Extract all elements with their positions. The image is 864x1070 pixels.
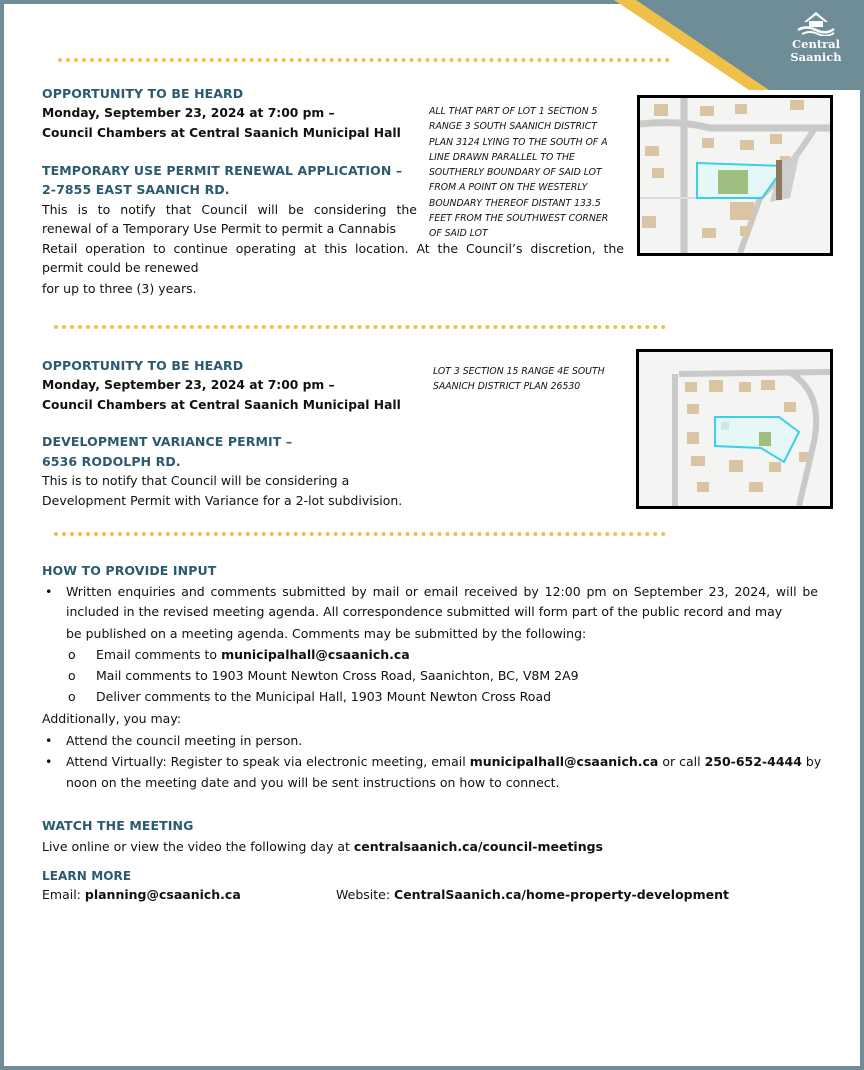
learn-email bbox=[42, 887, 241, 902]
legal-line: PLAN 3124 LYING TO THE SOUTH OF A bbox=[429, 136, 608, 148]
sub-bullet-icon: o bbox=[68, 647, 76, 662]
phone-link[interactable]: 250-652-4444 bbox=[704, 754, 802, 769]
planning-email-link[interactable]: planning@csaanich.ca bbox=[84, 887, 241, 902]
notice1-location-map bbox=[637, 95, 833, 256]
notice1-body-line4: permit could be renewed bbox=[42, 260, 199, 275]
notice1-body-line3: Retail operation to continue operating at this location. At the Council’s discretion, the bbox=[42, 241, 624, 256]
legal-line: LOT 3 SECTION 15 RANGE 4E SOUTH bbox=[433, 366, 605, 377]
legal-line: SAANICH DISTRICT PLAN 26530 bbox=[433, 381, 581, 393]
notice1-body-line2: renewal of a Temporary Use Permit to permit a Cannabis bbox=[42, 221, 397, 236]
notice2-heading: OPPORTUNITY TO BE HEARD bbox=[42, 358, 244, 373]
divider-dotted bbox=[54, 325, 666, 329]
legal-line: BOUNDARY THEREOF DISTANT 133.5 bbox=[429, 197, 601, 209]
input-sub2: Mail comments to 1903 Mount Newton Cross Road, Saanichton, BC, V8M 2A9 bbox=[96, 668, 579, 683]
notice2-location: Council Chambers at Central Saanich Municipal Hall bbox=[42, 398, 401, 412]
bullet3-mid: or call bbox=[658, 754, 705, 769]
input-bullet2: Attend the council meeting in person. bbox=[66, 733, 303, 748]
notice1-title-line1: TEMPORARY USE PERMIT RENEWAL APPLICATION – bbox=[42, 163, 403, 178]
notice1-location: Council Chambers at Central Saanich Municipal Hall bbox=[42, 126, 401, 140]
notice1-date: Monday, September 23, 2024 at 7:00 pm – bbox=[42, 106, 335, 120]
learn-website bbox=[336, 887, 729, 902]
email-label: Email: bbox=[42, 887, 85, 902]
learn-heading: LEARN MORE bbox=[42, 869, 132, 883]
watch-prefix: Live online or view the video the following day at bbox=[42, 839, 354, 854]
divider-dotted bbox=[54, 532, 666, 536]
input-sub1 bbox=[96, 647, 410, 662]
logo-line-2: Saanich bbox=[790, 50, 842, 64]
website-label: Website: bbox=[336, 887, 395, 902]
notice2-body-line2: Development Permit with Variance for a 2-lot subdivision. bbox=[42, 493, 403, 508]
input-heading: HOW TO PROVIDE INPUT bbox=[42, 563, 217, 578]
notice2-title-line2: 6536 RODOLPH RD. bbox=[42, 454, 181, 469]
notice2-body-line1: This is to notify that Council will be considering a bbox=[42, 473, 350, 488]
email-link[interactable]: municipalhall@csaanich.ca bbox=[469, 754, 659, 769]
legal-line: FEET FROM THE SOUTHWEST CORNER bbox=[429, 213, 609, 225]
input-bullet3-line2: noon on the meeting date and you will be sent instructions on how to connect. bbox=[66, 775, 560, 790]
input-bullet3-line1 bbox=[66, 754, 822, 769]
bullet-icon: • bbox=[45, 584, 53, 599]
legal-line: OF SAID LOT bbox=[429, 228, 488, 240]
legal-line: SOUTHERLY BOUNDARY OF SAID LOT bbox=[429, 167, 602, 179]
central-saanich-logo bbox=[786, 8, 846, 64]
notice1-body-line1: This is to notify that Council will be considering the bbox=[42, 202, 417, 217]
legal-line: RANGE 3 SOUTH SAANICH DISTRICT bbox=[429, 121, 597, 133]
watch-text bbox=[42, 839, 603, 854]
notice1-title-line2: 2-7855 EAST SAANICH RD. bbox=[42, 182, 230, 197]
email-link[interactable]: municipalhall@csaanich.ca bbox=[221, 647, 410, 662]
input-bullet1-line2: included in the revised meeting agenda. All correspondence submitted will form part of the public record and may bbox=[66, 604, 783, 619]
legal-line: ALL THAT PART OF LOT 1 SECTION 5 bbox=[429, 106, 598, 117]
input-bullet1-line1: Written enquiries and comments submitted by mail or email received by 12:00 pm on September 23, 2024, will be bbox=[66, 584, 818, 599]
input-additionally: Additionally, you may: bbox=[42, 711, 182, 726]
notice1-body-line5: for up to three (3) years. bbox=[42, 281, 197, 296]
legal-line: LINE DRAWN PARALLEL TO THE bbox=[429, 151, 575, 163]
notice1-legal-description bbox=[429, 104, 608, 242]
sub-bullet-icon: o bbox=[68, 689, 76, 704]
house-wave-icon bbox=[796, 8, 836, 36]
website-link[interactable]: CentralSaanich.ca/home-property-development bbox=[394, 887, 729, 902]
bullet-icon: • bbox=[45, 733, 53, 748]
notice2-title-line1: DEVELOPMENT VARIANCE PERMIT – bbox=[42, 434, 293, 449]
bullet3-suffix: by bbox=[801, 754, 822, 769]
notice2-legal-description bbox=[433, 364, 605, 395]
logo-line-1: Central bbox=[791, 37, 841, 51]
input-bullet1-line3: be published on a meeting agenda. Comments may be submitted by the following: bbox=[66, 626, 587, 641]
notice2-date: Monday, September 23, 2024 at 7:00 pm – bbox=[42, 378, 335, 392]
bullet-icon: • bbox=[45, 754, 53, 769]
council-meetings-link[interactable]: centralsaanich.ca/council-meetings bbox=[353, 839, 603, 854]
bullet3-prefix: Attend Virtually: Register to speak via electronic meeting, email bbox=[66, 754, 470, 769]
watch-heading: WATCH THE MEETING bbox=[42, 818, 194, 833]
sub1-prefix: Email comments to bbox=[96, 647, 222, 662]
notice2-location-map bbox=[636, 349, 833, 509]
sub-bullet-icon: o bbox=[68, 668, 76, 683]
input-sub3: Deliver comments to the Municipal Hall, 1903 Mount Newton Cross Road bbox=[96, 689, 552, 704]
legal-line: FROM A POINT ON THE WESTERLY bbox=[429, 182, 588, 194]
divider-dotted bbox=[58, 58, 670, 62]
notice1-heading: OPPORTUNITY TO BE HEARD bbox=[42, 86, 244, 101]
